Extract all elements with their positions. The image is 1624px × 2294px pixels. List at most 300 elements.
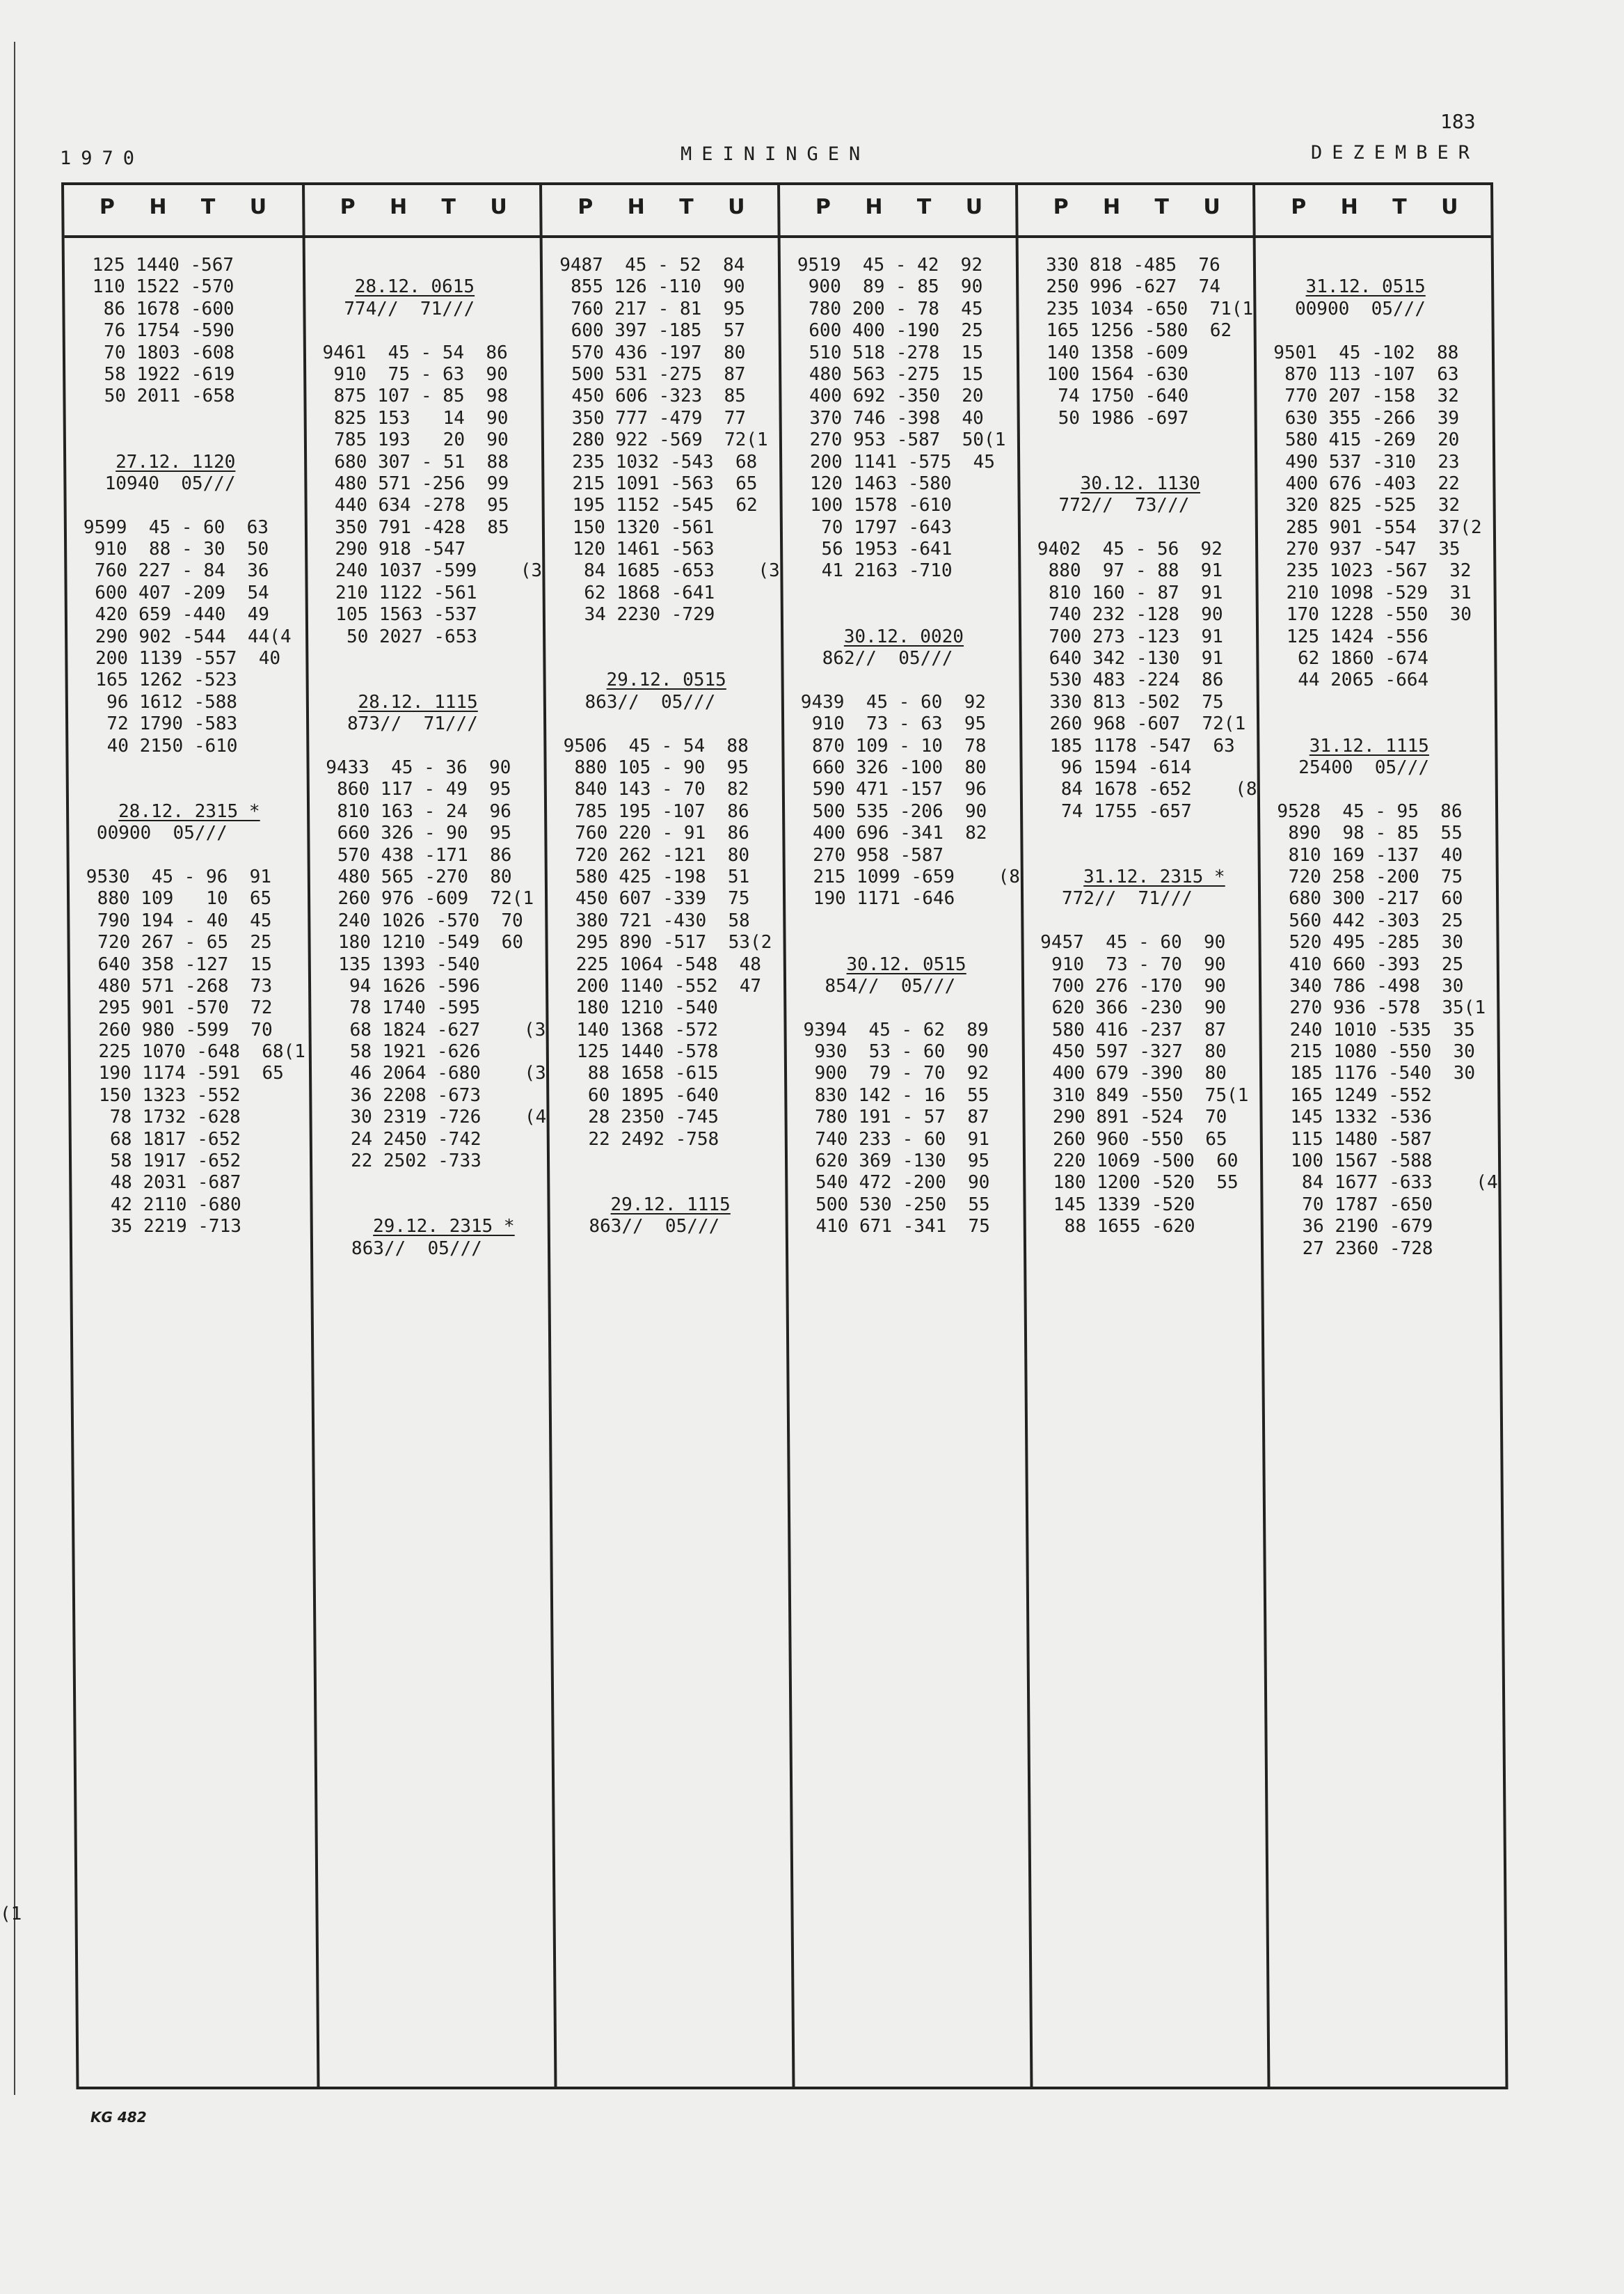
spacer-row	[563, 648, 781, 670]
table-row: 185 1176 -540 30	[1279, 1063, 1476, 1084]
column-header-label: H	[1340, 195, 1358, 219]
table-row: 810 169 -137 40	[1277, 844, 1463, 866]
table-row: 790 194 - 40 45	[86, 910, 272, 931]
table-row: 520 495 -285 30	[1277, 932, 1464, 954]
table-row: 76 1754 -590	[81, 320, 234, 342]
table-row: 862// 05///	[800, 648, 953, 670]
table-row: 190 1174 -591 65	[87, 1063, 284, 1084]
table-row: 84 1685 -653 (3	[562, 560, 780, 582]
table-row: 420 659 -440 49	[83, 604, 270, 626]
table-row: 74 1750 -640	[1035, 386, 1189, 407]
table-row: 270 936 -578 35(1	[1278, 997, 1486, 1019]
table-row: 100 1578 -610	[799, 495, 952, 516]
column-header-label: U	[1441, 195, 1458, 219]
table-row: 200 1141 -575 45	[799, 451, 996, 473]
table-row: 140 1368 -572	[565, 1019, 719, 1041]
table-row: 00900 05///	[86, 823, 228, 844]
column-header-label: H	[389, 195, 408, 219]
table-row: 680 307 - 51 88	[323, 451, 509, 473]
table-row: 240 1010 -535 35	[1278, 1019, 1475, 1041]
table-row: 9457 45 - 60 90	[1040, 932, 1226, 954]
table-row: 910 88 - 30 50	[83, 539, 269, 560]
table-row: 570 438 -171 86	[326, 844, 512, 866]
table-row: 295 890 -517 53(2	[564, 932, 772, 954]
table-row: 68 1817 -652	[88, 1128, 241, 1150]
page-number: 183	[1440, 110, 1476, 133]
table-row: 235 1023 -567 32	[1275, 560, 1472, 582]
table-column	[777, 185, 1033, 2087]
spacer-row	[1277, 779, 1495, 800]
table-row: 250 996 -627 74	[1035, 276, 1221, 298]
spacer-row	[562, 626, 781, 648]
table-row: 330 813 -502 75	[1038, 691, 1224, 713]
spacer-row	[1037, 452, 1255, 473]
column-header-label: H	[865, 195, 883, 219]
spacer-row	[803, 997, 1021, 1019]
column-header	[305, 195, 543, 219]
table-row: 9439 45 - 60 92	[800, 691, 987, 713]
table-row: 25400 05///	[1276, 757, 1430, 778]
table-row: 810 160 - 87 91	[1037, 582, 1223, 603]
table-row: 240 1037 -599 (3	[324, 560, 543, 582]
table-row: 410 660 -393 25	[1278, 954, 1464, 975]
table-row: 873// 71///	[325, 713, 479, 735]
spacer-row	[800, 583, 1019, 604]
table-row: 780 191 - 57 87	[804, 1107, 989, 1128]
table-row: 00900 05///	[1273, 298, 1426, 319]
table-row: 840 143 - 70 82	[564, 779, 749, 800]
table-row: 70 1803 -608	[81, 342, 235, 363]
table-row: 225 1064 -548 48	[565, 954, 762, 975]
table-row: 910 73 - 63 95	[800, 713, 987, 735]
observation-heading: 28.12. 0615	[354, 276, 475, 298]
spacer-row	[321, 255, 540, 276]
table-row: 150 1320 -561	[562, 516, 715, 538]
observation-heading: 31.12. 1115	[1309, 735, 1429, 757]
table-row: 760 217 - 81 95	[559, 298, 745, 319]
observation-heading: 28.12. 1115	[358, 691, 478, 713]
table-row: 260 980 -599 70	[87, 1019, 273, 1041]
spacer-row	[1040, 910, 1259, 932]
column-header-label: P	[815, 195, 831, 219]
column-header-label: H	[1102, 195, 1121, 219]
table-row: 42 2110 -680	[88, 1194, 241, 1215]
observation-heading: 27.12. 1120	[116, 451, 236, 473]
table-row: 96 1594 -614	[1039, 757, 1192, 778]
column-header-label: T	[200, 195, 216, 219]
table-row: 580 416 -237 87	[1041, 1019, 1227, 1041]
table-row: 440 634 -278 95	[324, 495, 509, 516]
table-row: 490 537 -310 23	[1274, 451, 1460, 473]
table-row: 310 849 -550 75(1	[1041, 1084, 1249, 1106]
table-row: 580 415 -269 20	[1274, 429, 1460, 451]
table-row: 100 1567 -588	[1280, 1150, 1433, 1172]
table-row: 400 676 -403 22	[1274, 473, 1460, 494]
table-row: 9519 45 - 42 92	[797, 255, 983, 276]
table-row: 200 1139 -557 40	[84, 648, 281, 670]
table-row: 170 1228 -550 30	[1275, 604, 1472, 626]
table-row: 72 1790 -583	[84, 713, 238, 735]
table-row: 165 1249 -552	[1279, 1084, 1432, 1106]
column-header	[64, 195, 302, 219]
table-row: 480 563 -275 15	[798, 363, 984, 385]
table-row: 280 922 -569 72(1	[561, 429, 768, 451]
table-row: 880 105 - 90 95	[563, 757, 749, 778]
table-row: 780 200 - 78 45	[797, 298, 983, 319]
table-row: 510 518 -278 15	[797, 342, 984, 363]
spacer-row	[563, 713, 781, 735]
observation-heading: 30.12. 0515	[846, 954, 966, 975]
spacer-row	[83, 429, 301, 451]
table-row: 10940 05///	[83, 473, 236, 494]
table-row: 863// 05///	[329, 1237, 482, 1259]
table-row: 290 891 -524 70	[1042, 1107, 1227, 1128]
table-row: 570 436 -197 80	[560, 342, 746, 363]
table-row: 88 1658 -615	[566, 1063, 719, 1084]
spacer-row	[83, 495, 302, 516]
table-row: 480 565 -270 80	[326, 866, 512, 887]
column-header-label: P	[340, 195, 356, 219]
table-row: 720 262 -121 80	[564, 844, 750, 866]
column-header	[542, 195, 780, 219]
table-row: 680 300 -217 60	[1277, 888, 1463, 910]
table-row: 640 342 -130 91	[1037, 648, 1224, 670]
column-header	[780, 195, 1018, 219]
table-row: 660 326 -100 80	[801, 757, 987, 778]
table-row: 41 2163 -710	[799, 560, 953, 582]
observation-heading: 31.12. 0515	[1305, 276, 1426, 298]
table-row: 870 109 - 10 78	[801, 735, 987, 757]
table-row: 400 696 -341 82	[802, 823, 987, 844]
table-row: 145 1332 -536	[1279, 1107, 1433, 1128]
table-row: 180 1200 -520 55	[1042, 1172, 1239, 1194]
table-row: 910 73 - 70 90	[1040, 954, 1226, 975]
sounding-table	[61, 182, 1508, 2089]
table-row: 36 2190 -679	[1280, 1216, 1433, 1237]
spacer-row	[325, 670, 543, 691]
table-row: 320 825 -525 32	[1274, 495, 1460, 516]
column-header-label: U	[490, 195, 507, 219]
table-row: 760 220 - 91 86	[564, 823, 749, 844]
table-row: 60 1895 -640	[566, 1084, 719, 1106]
table-row: 235 1032 -543 68	[561, 451, 758, 473]
column-header-label: P	[578, 195, 594, 219]
table-row: 410 671 -341 75	[804, 1216, 991, 1237]
column-header-label: H	[149, 195, 167, 219]
table-row: 350 791 -428 85	[324, 516, 509, 538]
table-row: 910 75 - 63 90	[322, 363, 509, 385]
page-edge-line	[14, 42, 15, 2095]
table-row: 58 1917 -652	[88, 1150, 241, 1172]
table-row: 930 53 - 60 90	[803, 1041, 989, 1063]
table-row: 785 195 -107 86	[564, 800, 749, 822]
column-header-label: T	[441, 195, 456, 219]
spacer-row	[322, 320, 541, 342]
table-row: 720 258 -200 75	[1277, 866, 1463, 887]
table-column	[1252, 185, 1508, 2087]
observation-heading: 28.12. 2315 *	[118, 800, 260, 822]
table-row: 180 1210 -549 60	[327, 932, 524, 954]
spacer-row	[566, 1150, 785, 1172]
table-row: 295 901 -570 72	[87, 997, 273, 1019]
column-header-label: T	[679, 195, 694, 219]
table-row: 560 442 -303 25	[1277, 910, 1463, 931]
table-row: 9528 45 - 95 86	[1277, 800, 1463, 822]
table-row: 30 2319 -726 (4	[328, 1107, 547, 1128]
table-row: 120 1463 -580	[799, 473, 952, 494]
table-row: 68 1824 -627 (3	[328, 1019, 546, 1041]
table-row: 115 1480 -587	[1280, 1128, 1433, 1150]
table-row: 720 267 - 65 25	[86, 932, 272, 954]
column-header-label: U	[249, 195, 267, 219]
table-row: 285 901 -554 37(2	[1275, 516, 1482, 538]
table-row: 855 126 -110 90	[559, 276, 745, 298]
table-row: 290 918 -547	[324, 539, 466, 560]
table-row: 270 958 -587	[802, 844, 944, 866]
table-row: 9461 45 - 54 86	[322, 342, 508, 363]
table-row: 290 902 -544 44(4	[84, 626, 292, 647]
column-header-label: T	[1154, 195, 1170, 219]
year-label: 1970	[60, 148, 145, 169]
table-row: 225 1070 -648 68(1	[87, 1041, 306, 1063]
table-column	[302, 185, 557, 2087]
spacer-row	[1036, 429, 1255, 451]
spacer-row	[329, 1172, 548, 1194]
table-row: 165 1256 -580 62	[1035, 320, 1232, 342]
table-row: 62 1868 -641	[562, 582, 715, 603]
table-row: 9433 45 - 36 90	[326, 757, 511, 778]
table-row: 900 79 - 70 92	[803, 1063, 989, 1084]
column-header-label: P	[99, 195, 116, 219]
table-row: 35 2219 -713	[88, 1216, 242, 1237]
table-row: 600 397 -185 57	[559, 320, 746, 342]
table-row: 863// 05///	[566, 1216, 720, 1237]
spacer-row	[802, 932, 1021, 954]
table-row: 27 2360 -728	[1280, 1237, 1433, 1259]
spacer-row	[1273, 255, 1491, 276]
table-row: 125 1440 -567	[81, 255, 234, 276]
table-row: 870 113 -107 63	[1273, 363, 1459, 385]
table-row: 854// 05///	[802, 975, 956, 997]
table-row: 500 531 -275 87	[560, 363, 746, 385]
spacer-row	[86, 845, 304, 867]
table-row: 28 2350 -745	[566, 1107, 719, 1128]
table-row: 100 1564 -630	[1035, 363, 1189, 385]
table-row: 770 207 -158 32	[1273, 386, 1459, 407]
table-row: 165 1262 -523	[84, 670, 237, 691]
table-row: 96 1612 -588	[84, 691, 238, 713]
table-row: 180 1210 -540	[565, 997, 718, 1019]
month-label: DEZEMBER	[1311, 142, 1480, 164]
table-row: 56 1953 -641	[799, 539, 953, 560]
table-row: 540 472 -200 90	[804, 1172, 990, 1194]
table-row: 50 2027 -653	[324, 626, 478, 647]
table-row: 620 366 -230 90	[1040, 997, 1227, 1019]
column-header-label: U	[965, 195, 983, 219]
table-row: 9501 45 -102 88	[1273, 342, 1459, 363]
margin-note: (1	[0, 1904, 22, 1924]
table-row: 380 721 -430 58	[564, 910, 750, 931]
table-row: 772// 73///	[1037, 495, 1190, 516]
table-row: 195 1152 -545 62	[561, 495, 758, 516]
table-column	[539, 185, 795, 2087]
table-row: 900 89 - 85 90	[797, 276, 983, 298]
table-row: 350 777 -479 77	[560, 407, 747, 429]
column-header-label: P	[1291, 195, 1307, 219]
spacer-row	[1276, 713, 1495, 735]
table-row: 22 2502 -733	[328, 1150, 481, 1172]
table-row: 640 358 -127 15	[86, 954, 273, 975]
table-row: 58 1922 -619	[82, 363, 235, 385]
table-row: 84 1678 -652 (8	[1039, 779, 1257, 800]
table-row: 34 2230 -729	[562, 604, 715, 626]
column-header-label: H	[627, 195, 645, 219]
table-row: 110 1522 -570	[81, 276, 234, 298]
spacer-row	[1040, 823, 1258, 844]
station-title: MEININGEN	[680, 143, 870, 165]
table-row: 880 109 10 65	[86, 888, 272, 910]
table-row: 215 1080 -550 30	[1279, 1041, 1476, 1063]
table-row: 22 2492 -758	[566, 1128, 719, 1150]
column-header	[1255, 195, 1493, 219]
table-row: 700 276 -170 90	[1040, 975, 1226, 997]
column-header-label: P	[1053, 195, 1069, 219]
table-row: 450 597 -327 80	[1041, 1041, 1227, 1063]
table-row: 240 1026 -570 70	[326, 910, 523, 931]
spacer-row	[1037, 517, 1255, 539]
table-row: 210 1098 -529 31	[1275, 582, 1472, 603]
table-row: 215 1099 -659 (8	[802, 866, 1021, 887]
observation-heading: 29.12. 2315 *	[372, 1216, 515, 1237]
observation-heading: 31.12. 2315 *	[1083, 866, 1225, 887]
observation-heading: 30.12. 0020	[843, 626, 964, 647]
spacer-row	[85, 757, 303, 779]
form-number: KG 482	[90, 2109, 147, 2126]
table-row: 210 1122 -561	[324, 582, 477, 603]
table-row: 600 400 -190 25	[797, 320, 983, 342]
table-row: 150 1323 -552	[88, 1084, 241, 1106]
table-row: 215 1091 -563 65	[561, 473, 758, 494]
table-row: 875 107 - 85 98	[322, 386, 509, 407]
table-row: 70 1797 -643	[799, 516, 953, 538]
table-row: 774// 71///	[321, 298, 475, 319]
table-row: 400 692 -350 20	[798, 386, 984, 407]
table-row: 94 1626 -596	[327, 975, 481, 997]
spacer-row	[802, 910, 1021, 932]
table-row: 890 98 - 85 55	[1277, 823, 1463, 844]
table-row: 480 571 -256 99	[323, 473, 509, 494]
table-row: 46 2064 -680 (3	[328, 1063, 546, 1084]
table-row: 785 193 20 90	[323, 429, 509, 451]
observation-heading: 29.12. 1115	[610, 1194, 731, 1215]
table-row: 340 786 -498 30	[1278, 975, 1464, 997]
table-row: 863// 05///	[563, 691, 716, 713]
table-row: 200 1140 -552 47	[565, 975, 762, 997]
table-row: 78 1732 -628	[88, 1107, 241, 1128]
table-row: 740 233 - 60 91	[804, 1128, 990, 1150]
table-row: 135 1393 -540	[327, 954, 480, 975]
table-row: 105 1563 -537	[324, 604, 477, 626]
table-row: 630 355 -266 39	[1273, 407, 1460, 429]
table-row: 450 606 -323 85	[560, 386, 746, 407]
table-row: 44 2065 -664	[1275, 670, 1429, 691]
table-row: 48 2031 -687	[88, 1172, 241, 1194]
table-row: 760 227 - 84 36	[83, 560, 269, 582]
spacer-row	[329, 1194, 548, 1216]
observation-heading: 30.12. 1130	[1080, 473, 1200, 494]
table-row: 62 1860 -674	[1275, 648, 1428, 670]
table-row: 78 1740 -595	[327, 997, 481, 1019]
table-row: 810 163 - 24 96	[326, 800, 511, 822]
table-row: 270 937 -547 35	[1275, 539, 1460, 560]
table-row: 270 953 -587 50(1	[798, 429, 1006, 451]
spacer-row	[1040, 845, 1258, 867]
table-row: 140 1358 -609	[1035, 342, 1188, 363]
table-row: 260 960 -550 65	[1042, 1128, 1227, 1150]
table-row: 9530 45 - 96 91	[86, 866, 272, 887]
table-row: 260 968 -607 72(1	[1038, 713, 1246, 735]
table-row: 860 117 - 49 95	[326, 779, 511, 800]
table-row: 600 407 -209 54	[83, 582, 269, 603]
table-row: 74 1755 -657	[1039, 800, 1193, 822]
table-row: 9394 45 - 62 89	[803, 1019, 989, 1041]
column-header	[1018, 195, 1256, 219]
table-row: 370 746 -398 40	[798, 407, 984, 429]
spacer-row	[801, 670, 1019, 691]
table-row: 500 530 -250 55	[804, 1194, 990, 1215]
table-row: 830 142 - 16 55	[804, 1084, 989, 1106]
table-row: 9487 45 - 52 84	[559, 255, 745, 276]
table-row: 190 1171 -646	[802, 888, 955, 910]
table-row: 740 232 -128 90	[1037, 604, 1223, 626]
table-row: 40 2150 -610	[85, 735, 238, 757]
table-row: 58 1921 -626	[328, 1041, 481, 1063]
table-row: 24 2450 -742	[328, 1128, 481, 1150]
spacer-row	[83, 408, 301, 429]
table-row: 772// 71///	[1040, 888, 1193, 910]
table-row: 330 818 -485 76	[1035, 255, 1220, 276]
table-row: 235 1034 -650 71(1	[1035, 298, 1254, 319]
table-row: 220 1069 -500 60	[1042, 1150, 1239, 1172]
table-row: 70 1787 -650	[1280, 1194, 1433, 1215]
column-header-label: T	[1392, 195, 1407, 219]
spacer-row	[800, 604, 1019, 626]
table-row: 530 483 -224 86	[1038, 670, 1224, 691]
table-row: 880 97 - 88 91	[1037, 560, 1223, 582]
table-row: 50 2011 -658	[82, 386, 235, 407]
table-row: 660 326 - 90 95	[326, 823, 512, 844]
table-row: 86 1678 -600	[81, 298, 234, 319]
table-column	[1015, 185, 1271, 2087]
table-row: 400 679 -390 80	[1041, 1063, 1227, 1084]
table-row: 125 1440 -578	[566, 1041, 719, 1063]
spacer-row	[1276, 692, 1495, 713]
table-row: 88 1655 -620	[1042, 1216, 1195, 1237]
table-row: 185 1178 -547 63	[1038, 735, 1235, 757]
table-row: 9506 45 - 54 88	[563, 735, 749, 757]
table-column	[64, 185, 317, 2087]
table-row: 500 535 -206 90	[801, 800, 987, 822]
table-row: 36 2208 -673	[328, 1084, 481, 1106]
spacer-row	[566, 1172, 785, 1194]
table-row: 700 273 -123 91	[1037, 626, 1224, 647]
table-row: 260 976 -609 72(1	[326, 888, 534, 910]
column-header-label: U	[1203, 195, 1220, 219]
table-row: 825 153 14 90	[323, 407, 509, 429]
table-row: 145 1339 -520	[1042, 1194, 1195, 1215]
table-row: 9402 45 - 56 92	[1037, 539, 1223, 560]
table-row: 620 369 -130 95	[804, 1150, 990, 1172]
